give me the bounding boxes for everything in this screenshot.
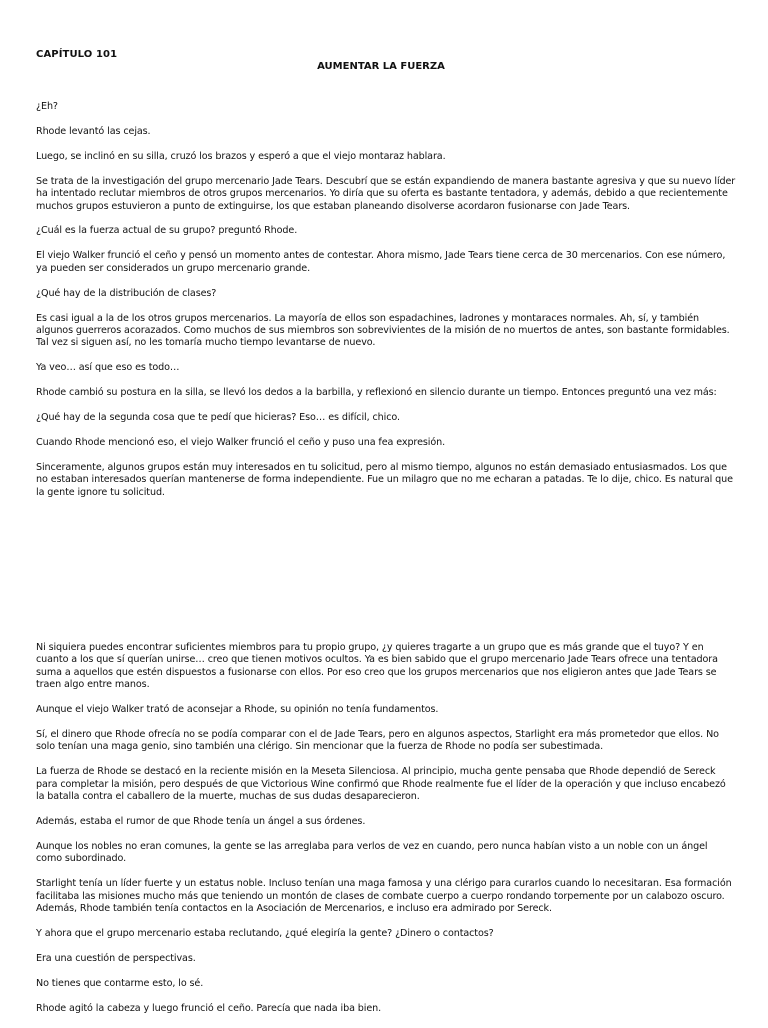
paragraph: ¿Qué hay de la segunda cosa que te pedí que hicieras? Eso… es difícil, chico.	[36, 412, 400, 424]
paragraph: Luego, se inclinó en su silla, cruzó los brazos y esperó a que el viejo montaraz hablara.	[36, 150, 446, 162]
paragraph: No tienes que contarme esto, lo sé.	[36, 977, 204, 989]
paragraph: Aunque el viejo Walker trató de aconsejar a Rhode, su opinión no tenía fundamentos.	[36, 704, 439, 716]
paragraph: Además, estaba el rumor de que Rhode tenía un ángel a sus órdenes.	[36, 816, 366, 828]
chapter-number: CAPÍTULO 101	[36, 49, 118, 60]
paragraph: Y ahora que el grupo mercenario estaba reclutando, ¿qué elegiría la gente? ¿Dinero o contactos?	[36, 928, 494, 939]
paragraph: Sí, el dinero que Rhode ofrecía no se podía comparar con el de Jade Tears, pero en algunos aspectos, Starlight era más prometedor que ellos. No solo tenían una maga genio, sino también una clérigo. Sin mencionar que la fuerza de Rhode no podía ser subestimada.	[36, 729, 719, 753]
paragraph: Era una cuestión de perspectivas.	[36, 952, 196, 964]
text-block-top	[36, 101, 736, 512]
paragraph: Starlight tenía un líder fuerte y un estatus noble. Incluso tenían una maga famosa y una clérigo para curarlos cuando lo necesitaran. Esa formación facilitaba las misiones mucho más que teniendo un montón de clases de combate cuerpo a cuerpo rondando torpemente por un calabozo oscuro. Además, Rhode también tenía contactos en la Asociación de Mercenarios, e incluso era admirado por Sereck.	[36, 878, 732, 915]
paragraph: La fuerza de Rhode se destacó en la reciente misión en la Meseta Silenciosa. Al principio, mucha gente pensaba que Rhode dependió de Sereck para completar la misión, pero después de que Victorious Wine confirmó que Rhode realmente fue el líder de la operación y que incluso encabezó la batalla contra el caballero de la muerte, muchas de sus dudas desaparecieron.	[36, 766, 726, 803]
paragraph: ¿Cuál es la fuerza actual de su grupo? preguntó Rhode.	[36, 225, 298, 237]
paragraph: Rhode agitó la cabeza y luego frunció el ceño. Parecía que nada iba bien.	[36, 1002, 382, 1014]
paragraph: Cuando Rhode mencionó eso, el viejo Walker frunció el ceño y puso una fea expresión.	[36, 437, 446, 448]
paragraph: Se trata de la investigación del grupo mercenario Jade Tears. Descubrí que se están expandiendo de manera bastante agresiva y que su nuevo líder ha intentado reclutar miembros de otros grupos mercenarios. Yo diría que su oferta es bastante tentadora, y además, debido a que recientemente muchos grupos estuvieron a punto de extinguirse, los que estaban planeando disolverse acordaron fusionarse con Jade Tears.	[36, 175, 736, 212]
paragraph: Aunque los nobles no eran comunes, la gente se las arreglaba para verlos de vez en cuando, pero nunca habían visto a un noble con un ángel como subordinado.	[36, 840, 708, 865]
paragraph: ¿Qué hay de la distribución de clases?	[36, 287, 217, 299]
paragraph: Rhode levantó las cejas.	[36, 125, 151, 137]
paragraph: Rhode cambió su postura en la silla, se llevó los dedos a la barbilla, y reflexionó en silencio durante un tiempo. Entonces preguntó una vez más:	[36, 387, 717, 399]
paragraph: Sinceramente, algunos grupos están muy interesados en tu solicitud, pero al mismo tiempo, algunos no están demasiado entusiasmados. Los que no estaban interesados querían mantenerse de forma independiente. Fue un milagro que no me echaran a patadas. Te lo dije, chico. Es natural que la gente ignore tu solicitud.	[36, 461, 733, 498]
paragraph: ¿Eh?	[36, 101, 58, 112]
paragraph: Ni siquiera puedes encontrar suficientes miembros para tu propio grupo, ¿y quieres tragarte a un grupo que es más grande que el tuyo? Y en cuanto a los que sí querían unirse… creo que tienen motivos ocultos. Ya es bien sabido que el grupo mercenario Jade Tears ofrece una tentadora suma a aquellos que estén dispuestos a fusionarse con ellos. Por eso creo que los grupos mercenarios que nos eligieron antes que Jade Tears se traen algo entre manos.	[36, 642, 718, 691]
paragraph: Ya veo… así que eso es todo…	[36, 362, 180, 374]
text-block-bottom	[36, 642, 736, 1028]
paragraph: El viejo Walker frunció el ceño y pensó un momento antes de contestar. Ahora mismo, Jade Tears tiene cerca de 30 mercenarios. Con ese número, ya pueden ser considerados un grupo mercenario grande.	[36, 250, 726, 274]
paragraph: Es casi igual a la de los otros grupos mercenarios. La mayoría de ellos son espadachines, ladrones y montaraces normales. Ah, sí, y también algunos guerreros acorazados. Como muchos de sus miembros son sobrevivientes de la misión de no muertos de antes, son bastante formidables. Tal vez si siguen así, no les tomaría mucho tiempo levantarse de nuevo.	[36, 312, 730, 349]
chapter-title: AUMENTAR LA FUERZA	[317, 61, 445, 72]
